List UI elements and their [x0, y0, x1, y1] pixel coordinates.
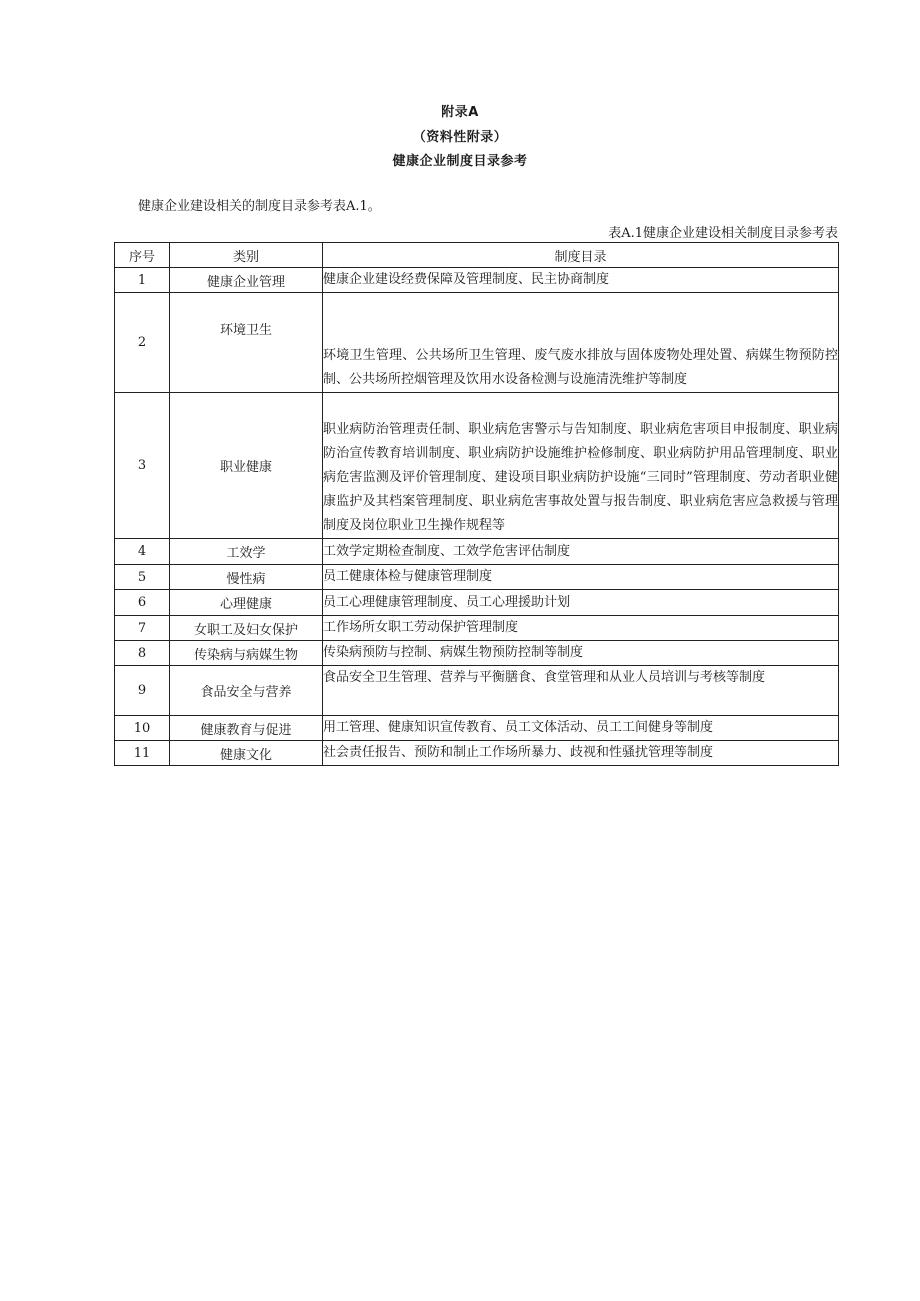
header-category: 类别 [170, 243, 323, 268]
row-number: 6 [115, 590, 170, 616]
table-header-row [115, 243, 839, 268]
table-row [115, 666, 839, 716]
row-number: 8 [115, 641, 170, 666]
table-row [115, 716, 839, 741]
row-systems: 职业病防治管理责任制、职业病危害警示与告知制度、职业病危害项目申报制度、职业病防治宣传教育培训制度、职业病防护设施维护检修制度、职业病防护用品管理制度、职业病危害监测及评价管理制度、建设项目职业病防护设施“三同时”管理制度、劳动者职业健康监护及其档案管理制度、职业病危害事故处置与报告制度、职业病危害应急救援与管理制度及岗位职业卫生操作规程等 [323, 393, 839, 539]
row-number: 9 [115, 666, 170, 716]
appendix-heading: 附录A [441, 105, 479, 120]
header-systems: 制度目录 [323, 243, 839, 268]
table-row [115, 293, 839, 393]
header-number: 序号 [115, 243, 170, 268]
row-systems: 工效学定期检查制度、工效学危害评估制度 [323, 539, 839, 565]
row-number: 2 [115, 293, 170, 393]
row-systems: 工作场所女职工劳动保护管理制度 [323, 616, 839, 641]
row-systems: 用工管理、健康知识宣传教育、员工文体活动、员工工间健身等制度 [323, 716, 839, 741]
row-systems: 员工健康体检与健康管理制度 [323, 565, 839, 590]
table-row [115, 616, 839, 641]
table-row [115, 565, 839, 590]
row-number: 4 [115, 539, 170, 565]
row-number: 5 [115, 565, 170, 590]
table-row [115, 741, 839, 766]
row-category: 女职工及妇女保护 [170, 616, 323, 641]
row-category: 环境卫生 [170, 293, 323, 393]
row-number: 1 [115, 268, 170, 293]
row-systems: 食品安全卫生管理、营养与平衡膳食、食堂管理和从业人员培训与考核等制度 [323, 666, 839, 716]
row-systems: 环境卫生管理、公共场所卫生管理、废气废水排放与固体废物处理处置、病媒生物预防控制、公共场所控烟管理及饮用水设备检测与设施清洗维护等制度 [323, 293, 839, 393]
table-row [115, 268, 839, 293]
appendix-type: （资料性附录） [412, 130, 508, 145]
row-category: 健康企业管理 [170, 268, 323, 293]
row-systems: 传染病预防与控制、病媒生物预防控制等制度 [323, 641, 839, 666]
table-row [115, 539, 839, 565]
row-category: 心理健康 [170, 590, 323, 616]
table-row [115, 641, 839, 666]
row-systems: 健康企业建设经费保障及管理制度、民主协商制度 [323, 268, 839, 293]
row-number: 11 [115, 741, 170, 766]
row-category: 健康教育与促进 [170, 716, 323, 741]
row-category: 慢性病 [170, 565, 323, 590]
intro-paragraph: 健康企业建设相关的制度目录参考表A.1。 [138, 199, 381, 214]
row-systems: 社会责任报告、预防和制止工作场所暴力、歧视和性骚扰管理等制度 [323, 741, 839, 766]
table-row [115, 590, 839, 616]
row-category: 职业健康 [170, 393, 323, 539]
row-systems: 员工心理健康管理制度、员工心理援助计划 [323, 590, 839, 616]
table-row [115, 393, 839, 539]
page-title: 健康企业制度目录参考 [392, 154, 528, 169]
system-catalog-table [114, 242, 839, 766]
row-category: 工效学 [170, 539, 323, 565]
row-category: 传染病与病媒生物 [170, 641, 323, 666]
row-number: 3 [115, 393, 170, 539]
table-caption: 表A.1健康企业建设相关制度目录参考表 [608, 226, 838, 241]
row-category: 健康文化 [170, 741, 323, 766]
row-number: 7 [115, 616, 170, 641]
row-number: 10 [115, 716, 170, 741]
row-category: 食品安全与营养 [170, 666, 323, 716]
